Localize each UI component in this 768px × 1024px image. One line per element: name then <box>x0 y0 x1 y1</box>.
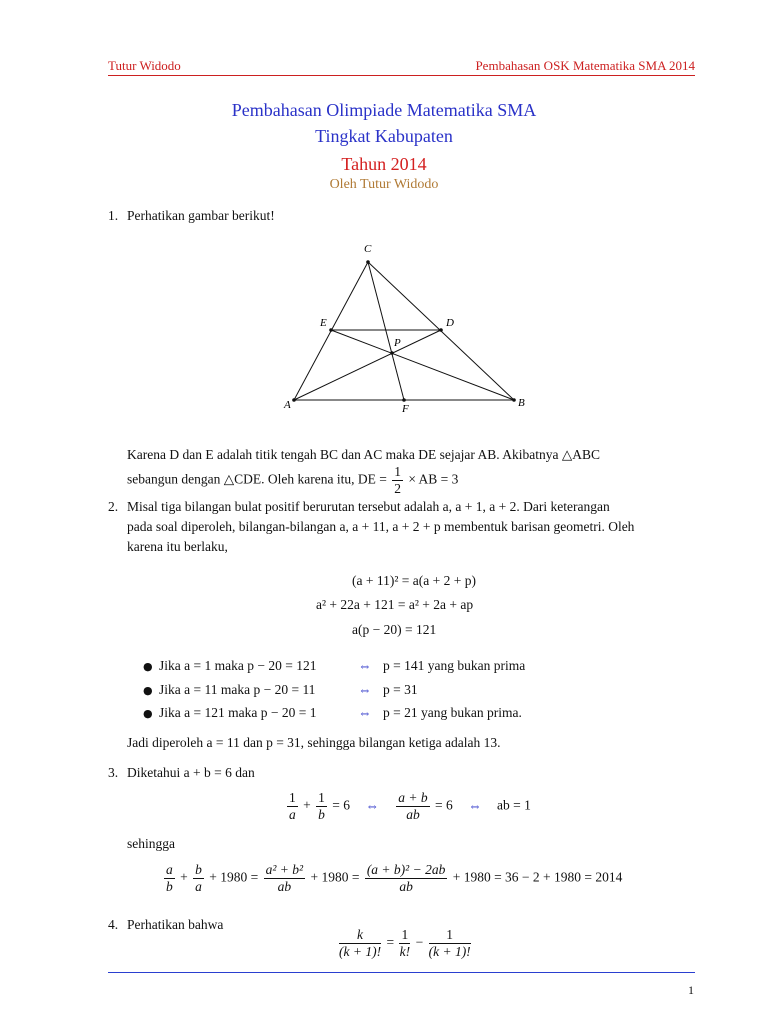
label-d: D <box>446 317 454 329</box>
point-a <box>292 398 296 402</box>
page-number: 1 <box>688 983 694 997</box>
bullet-icon: ● <box>143 707 153 720</box>
bullet-3-right: p = 21 yang bukan prima. <box>383 705 522 720</box>
bullet-1-arrow: ⇔ <box>358 658 372 673</box>
triangle-figure <box>280 240 540 420</box>
bullet-2-left: Jika a = 11 maka p − 20 = 11 <box>159 682 316 697</box>
doc-author: Oleh Tutur Widodo <box>329 177 439 192</box>
sehingga-text: sehingga <box>127 836 175 851</box>
doc-title-line2: Tingkat Kabupaten <box>315 126 453 146</box>
label-c: C <box>364 243 372 255</box>
equation-2-3: a(p − 20) = 121 <box>352 622 437 637</box>
header-rule <box>108 75 695 76</box>
bullet-1-left: Jika a = 1 maka p − 20 = 121 <box>159 658 317 673</box>
problem-4-intro: Perhatikan bahwa <box>127 917 224 932</box>
fraction-half: $\frac{1}{2}$ <box>394 464 401 496</box>
problem-4-number: 4. <box>108 917 119 932</box>
doc-title-line1: Pembahasan Olimpiade Matematika SMA <box>231 100 537 120</box>
equation-2-2: a² + 22a + 121 = a² + 2a + ap <box>316 597 474 612</box>
problem-2-text-2: pada soal diperoleh, bilangan-bilangan a, a + 11, a + 2 + p membentuk barisan geometri. Oleh <box>127 519 635 534</box>
segment-ad <box>294 330 441 400</box>
equation-2-1: (a + 11)² = a(a + 2 + p) <box>352 573 476 588</box>
bullet-1-right: p = 141 yang bukan prima <box>383 658 526 673</box>
problem-2-number: 2. <box>108 499 119 514</box>
segment-eb <box>331 330 514 400</box>
bullet-3-left: Jika a = 121 maka p − 20 = 1 <box>159 705 317 720</box>
bullet-icon: ● <box>143 660 153 673</box>
problem-1-intro: Perhatikan gambar berikut! <box>127 208 275 223</box>
problem-2-conclusion: Jadi diperoleh a = 11 dan p = 31, sehingga bilangan ketiga adalah 13. <box>127 735 501 750</box>
point-e <box>329 328 333 332</box>
problem-3-intro: Diketahui a + b = 6 dan <box>127 765 255 780</box>
problem-1-number: 1. <box>108 208 119 223</box>
frac-1-over-a: $\frac{1}{a}$ <box>289 790 296 822</box>
point-f <box>402 398 406 402</box>
label-e: E <box>320 317 327 329</box>
problem-2-text-1: Misal tiga bilangan bulat positif berurutan tersebut adalah a, a + 1, a + 2. Dari keterangan <box>127 499 610 514</box>
point-c <box>366 260 370 264</box>
bullet-icon: ● <box>143 684 153 697</box>
equation-3-1: $\frac{1}{a}$ + $\frac{1}{b}$ = 6 ⇔ $\frac{a + b}{ab}$ = 6 ⇔ ab = 1 <box>289 790 531 822</box>
equation-4-1: $\frac{k}{(k + 1)!}$ = $\frac{1}{k!}$ − $\frac{1}{(k + 1)!}$ <box>339 927 471 959</box>
label-b: B <box>518 397 525 409</box>
segment-cf <box>368 262 404 400</box>
header-author: Tutur Widodo <box>108 58 181 73</box>
frac-sum-over-ab: $\frac{a + b}{ab}$ <box>398 790 428 822</box>
problem-1-text-2b: × AB = 3 <box>408 471 459 487</box>
label-p: P <box>394 337 401 349</box>
header-title: Pembahasan OSK Matematika SMA 2014 <box>475 58 695 73</box>
problem-1-text-2 <box>127 464 458 497</box>
bullet-2-arrow: ⇔ <box>358 682 372 697</box>
bullet-3-arrow: ⇔ <box>358 705 372 720</box>
problem-2-text-3: karena itu berlaku, <box>127 539 228 554</box>
label-f: F <box>402 403 409 415</box>
doc-title-year: Tahun 2014 <box>341 154 427 174</box>
point-d <box>439 328 443 332</box>
problem-3-number: 3. <box>108 765 119 780</box>
bullet-2-right: p = 31 <box>383 682 418 697</box>
equation-3-2: $\frac{a}{b}$ + $\frac{b}{a}$ + 1980 = $\frac{\text{a² + b²}}{ab}$ + 1980 = $\frac{\text{(a + b)² − 2ab}}{ab}$ + 1980 = 36 − 2 + 1980 = 2014 <box>166 862 623 894</box>
frac-1-over-b: $\frac{1}{b}$ <box>318 790 325 822</box>
point-b <box>512 398 516 402</box>
point-p <box>390 351 394 355</box>
label-a: A <box>284 399 291 411</box>
footer-rule <box>108 972 695 973</box>
problem-1-text-1: Karena D dan E adalah titik tengah BC dan AC maka DE sejajar AB. Akibatnya △ABC <box>127 447 601 462</box>
problem-1-text-2a: sebangun dengan △CDE. Oleh karena itu, DE = <box>127 471 387 487</box>
